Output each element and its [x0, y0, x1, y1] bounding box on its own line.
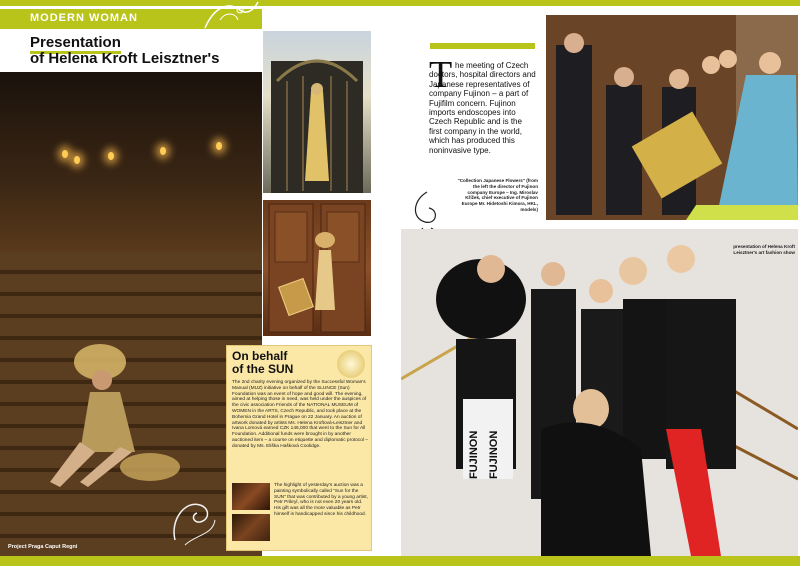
photo-wall-area — [0, 72, 262, 252]
intro-paragraph — [429, 54, 537, 155]
bottom-accent-bar — [0, 556, 800, 566]
street-lamp — [108, 152, 114, 160]
fashion-show-photo — [401, 229, 798, 556]
swirl-ornament-icon — [165, 480, 220, 550]
sun-box-title-line2: of the SUN — [232, 362, 294, 376]
sun-box-title — [232, 350, 332, 376]
footer-project-label: Project Praga Caput Regni — [8, 544, 78, 550]
sun-box-title-line1: On behalf — [232, 349, 288, 363]
intro-dropcap: T — [429, 54, 453, 96]
right-accent-rule — [430, 43, 535, 49]
night-stairs-photo — [0, 72, 262, 556]
fujinon-print: FUJINON — [488, 430, 500, 479]
sun-box-paragraph1: The 2nd charity evening organized by the Successful Woman's Manual (MUZ) initiative on behalf of the SLUNCE (Sun) Foundation was an event of hope and good will. The evening, aimed at helping those in need, was held under the auspices of the civic association Friends of the NATIONAL MUSEUM of WOMEN in the ARTS, Czech Republic, and took place at the Bohemia Grand Hotel in Prague on 22 January. An auction of artwork donated by artists Ms. Helena Kroftová-Leisztner and Ivana Lomová earned CZK 146,000 that went to the Sun for All Foundation. Additional funds were brought in by another auctioned item – a course on etiquette and diplomatic protocol – donated by Ms. Eliška Hašková Coolidge. — [232, 380, 368, 449]
floral-ornament-icon — [200, 0, 260, 30]
gate-model-photo — [263, 31, 371, 193]
auction-thumbnail-photo — [232, 514, 270, 541]
top-accent-bar — [0, 0, 800, 6]
model-gold-dress-figure — [40, 342, 180, 492]
street-lamp — [62, 150, 68, 158]
sun-box-paragraph2: The highlight of yesterday's auction was a painting symbolically called "Sun for the SUN" that was contributed by a young artist, Petr Prikryl, who is not even 20 years old. His gift was all the more valuable as Petr himself is handicapped since his childhood. — [274, 483, 368, 517]
fashion-show-caption: presentation of Helena Kroft Leisztner's art fashion show — [733, 244, 795, 255]
group-photo-fujinon — [546, 15, 798, 220]
page-title-line2: of Helena Kroft Leisztner's — [30, 50, 220, 67]
section-label: MODERN WOMAN — [30, 12, 138, 24]
page-title-line1: Presentation — [30, 35, 121, 54]
auction-thumbnail-photo — [232, 483, 270, 510]
door-illustration — [263, 200, 371, 336]
group-photo-caption: "Collection Japanese Flowers" (from the left the director of Fujinon company Europe – Ing. Miroslav Křížek, chief executive of Fujinon Europe Mr. Hidetoshi Kimora, HKL, models) — [457, 178, 538, 212]
street-lamp — [216, 142, 222, 150]
intro-paragraph-text: he meeting of Czech doctors, hospital directors and Japanese representatives of company Fujinon – a part of Fujifilm concern. Fujinon imports endoscopes into Czech Republic and is the first company in the world, which has produced this noninvasive type. — [429, 61, 536, 155]
door-model-photo — [263, 200, 371, 336]
fujinon-print: FUJINON — [468, 430, 480, 479]
fashion-show-illustration — [401, 229, 798, 556]
street-lamp — [160, 147, 166, 155]
sun-emblem-icon — [337, 350, 365, 378]
street-lamp — [74, 156, 80, 164]
gate-illustration — [263, 31, 371, 193]
group-photo-illustration — [546, 15, 798, 220]
